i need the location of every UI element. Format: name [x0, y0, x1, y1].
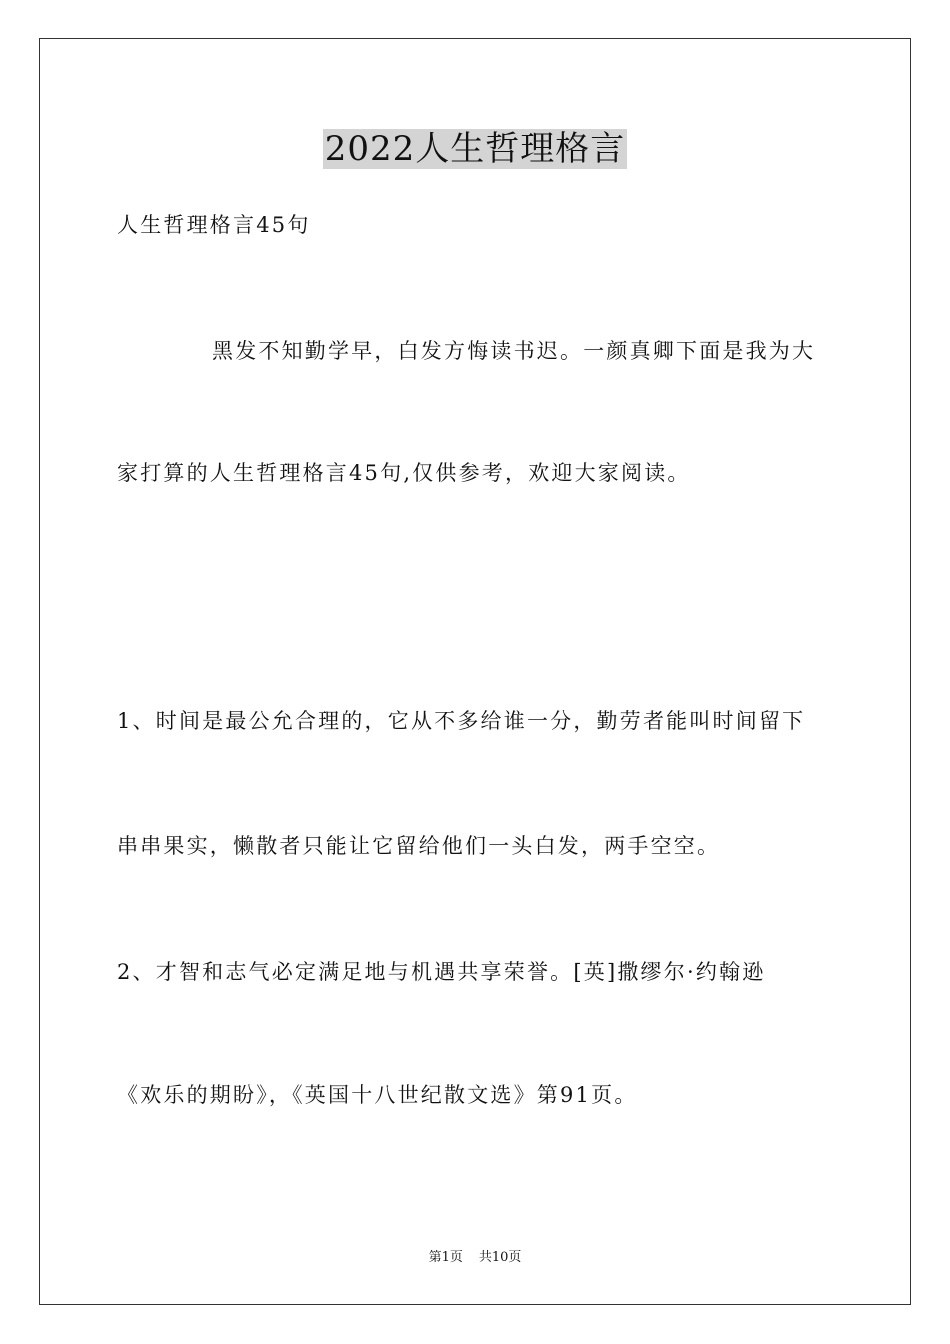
document-title	[0, 124, 950, 174]
paragraph-line: 2、才智和志气必定满足地与机遇共享荣誉。[英]撒缪尔·约翰逊	[117, 960, 766, 984]
paragraph-line: 《欢乐的期盼》，《英国十八世纪散文选》第91页。	[117, 1083, 638, 1107]
page-total: 共10页	[478, 1250, 522, 1265]
paragraph-line: 黑发不知勤学早，白发方悔读书迟。一颜真卿下面是我为大	[212, 339, 816, 363]
page-number: 第1页	[428, 1250, 463, 1265]
document-title-text: 2022人生哲理格言	[324, 129, 626, 169]
paragraph-line: 串串果实，懒散者只能让它留给他们一头白发，两手空空。	[117, 834, 721, 858]
document-subtitle: 人生哲理格言45句	[117, 213, 311, 237]
paragraph-line: 家打算的人生哲理格言45句,仅供参考，欢迎大家阅读。	[117, 461, 691, 485]
paragraph-line: 1、时间是最公允合理的，它从不多给谁一分，勤劳者能叫时间留下	[117, 709, 806, 733]
page-footer	[0, 1248, 950, 1268]
